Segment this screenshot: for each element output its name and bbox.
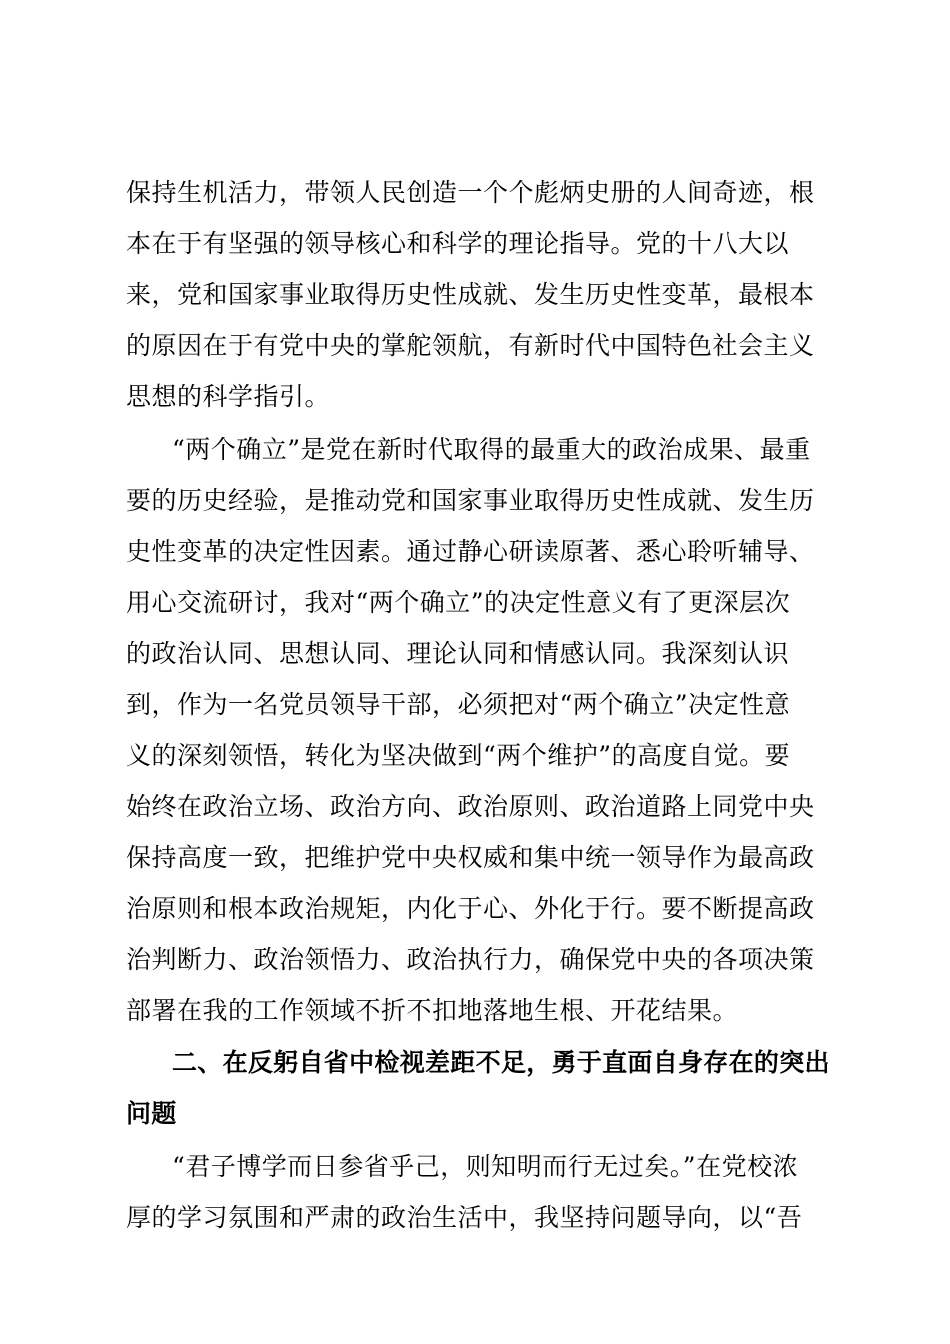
paragraph-1-line-5: 思想的科学指引。 [126, 382, 331, 411]
paragraph-2-line-1: “两个确立”是党在新时代取得的最重大的政治成果、最重 [172, 435, 811, 464]
paragraph-2-line-3: 史性变革的决定性因素。通过静心研读原著、悉心聆听辅导、 [126, 537, 815, 566]
paragraph-2-line-11: 治判断力、政治领悟力、政治执行力，确保党中央的各项决策 [126, 945, 815, 974]
paragraph-2-line-6: 到，作为一名党员领导干部，必须把对“两个确立”决定性意 [126, 690, 791, 719]
paragraph-1-line-2: 本在于有坚强的领导核心和科学的理论指导。党的十八大以 [126, 229, 790, 258]
paragraph-1-line-4: 的原因在于有党中央的掌舵领航，有新时代中国特色社会主义 [126, 331, 815, 360]
paragraph-2-line-2: 要的历史经验，是推动党和国家事业取得历史性成就、发生历 [126, 486, 815, 515]
paragraph-1-line-1: 保持生机活力，带领人民创造一个个彪炳史册的人间奇迹，根 [126, 178, 815, 207]
paragraph-2-line-7: 义的深刻领悟，转化为坚决做到“两个维护”的高度自觉。要 [126, 741, 791, 770]
paragraph-2-line-5: 的政治认同、思想认同、理论认同和情感认同。我深刻认识 [126, 639, 790, 668]
section-heading-line-2: 问题 [126, 1099, 177, 1128]
paragraph-2-line-9: 保持高度一致，把维护党中央权威和集中统一领导作为最高政 [126, 843, 815, 872]
paragraph-2-line-12: 部署在我的工作领域不折不扣地落地生根、开花结果。 [126, 996, 739, 1025]
paragraph-2-line-10: 治原则和根本政治规矩，内化于心、外化于行。要不断提高政 [126, 894, 815, 923]
paragraph-1-line-3: 来，党和国家事业取得历史性成就、发生历史性变革，最根本 [126, 280, 815, 309]
paragraph-2-line-4: 用心交流研讨，我对“两个确立”的决定性意义有了更深层次 [126, 588, 791, 617]
paragraph-3-line-2: 厚的学习氛围和严肃的政治生活中，我坚持问题导向，以“吾 [126, 1203, 803, 1232]
paragraph-3-line-1: “君子博学而日参省乎己，则知明而行无过矣。”在党校浓 [172, 1152, 799, 1181]
paragraph-2-line-8: 始终在政治立场、政治方向、政治原则、政治道路上同党中央 [126, 792, 815, 821]
section-heading-line-1: 二、在反躬自省中检视差距不足，勇于直面自身存在的突出 [172, 1048, 830, 1077]
